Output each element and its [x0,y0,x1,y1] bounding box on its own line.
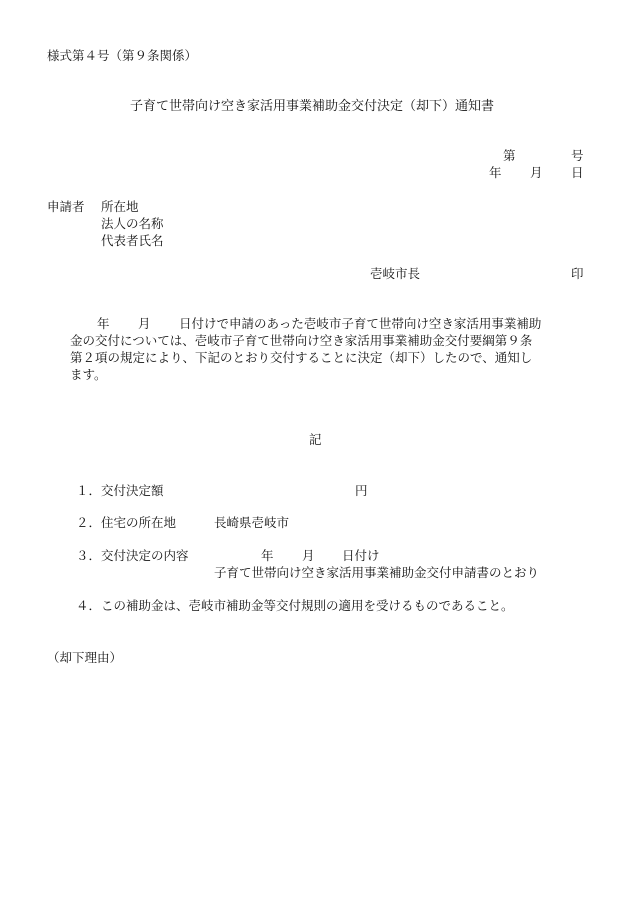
body-line3: 第２項の規定により、下記のとおり交付することに決定（却下）したので、通知し [70,350,533,365]
body-line1: 日付けで申請のあった壱岐市子育て世帯向け空き家活用事業補助 [179,316,542,331]
item-4-num: ４． [76,598,102,613]
issuer-title: 壱岐市長 [370,266,421,281]
form-number: 様式第４号（第９条関係） [47,48,198,63]
date-month: 月 [530,165,543,180]
rejection-reason-label: （却下理由） [47,650,123,665]
item-2-num: ２． [76,515,102,530]
body-line4: ます。 [70,367,107,382]
item-2-label: 住宅の所在地 [101,515,177,530]
applicant-label: 申請者 [47,199,85,214]
item-3-label: 交付決定の内容 [101,548,189,563]
body-month: 月 [138,316,151,331]
rep-name-label: 代表者氏名 [101,233,164,248]
item-4-label: この補助金は、壱岐市補助金等交付規則の適用を受けるものであること。 [101,598,514,613]
ki-heading: 記 [309,432,322,447]
item-1-num: １． [76,483,102,498]
document-title: 子育て世帯向け空き家活用事業補助金交付決定（却下）通知書 [130,99,495,114]
item-3-value: 子育て世帯向け空き家活用事業補助金交付申請書のとおり [214,565,540,580]
item-1-label: 交付決定額 [101,483,164,498]
doc-number-prefix: 第 [503,148,516,163]
date-year: 年 [489,165,502,180]
seal-mark: 印 [571,266,584,281]
address-label: 所在地 [101,199,139,214]
body-year: 年 [97,316,110,331]
item-3-month: 月 [302,548,315,563]
corp-name-label: 法人の名称 [101,216,164,231]
doc-number-suffix: 号 [571,148,584,163]
date-day: 日 [571,165,584,180]
item-3-day: 日付け [342,548,380,563]
item-3-num: ３． [76,548,102,563]
item-2-value: 長崎県壱岐市 [214,515,290,530]
item-1-value: 円 [355,483,368,498]
body-line2: 金の交付については、壱岐市子育て世帯向け空き家活用事業補助金交付要綱第９条 [70,333,533,348]
item-3-year: 年 [261,548,274,563]
